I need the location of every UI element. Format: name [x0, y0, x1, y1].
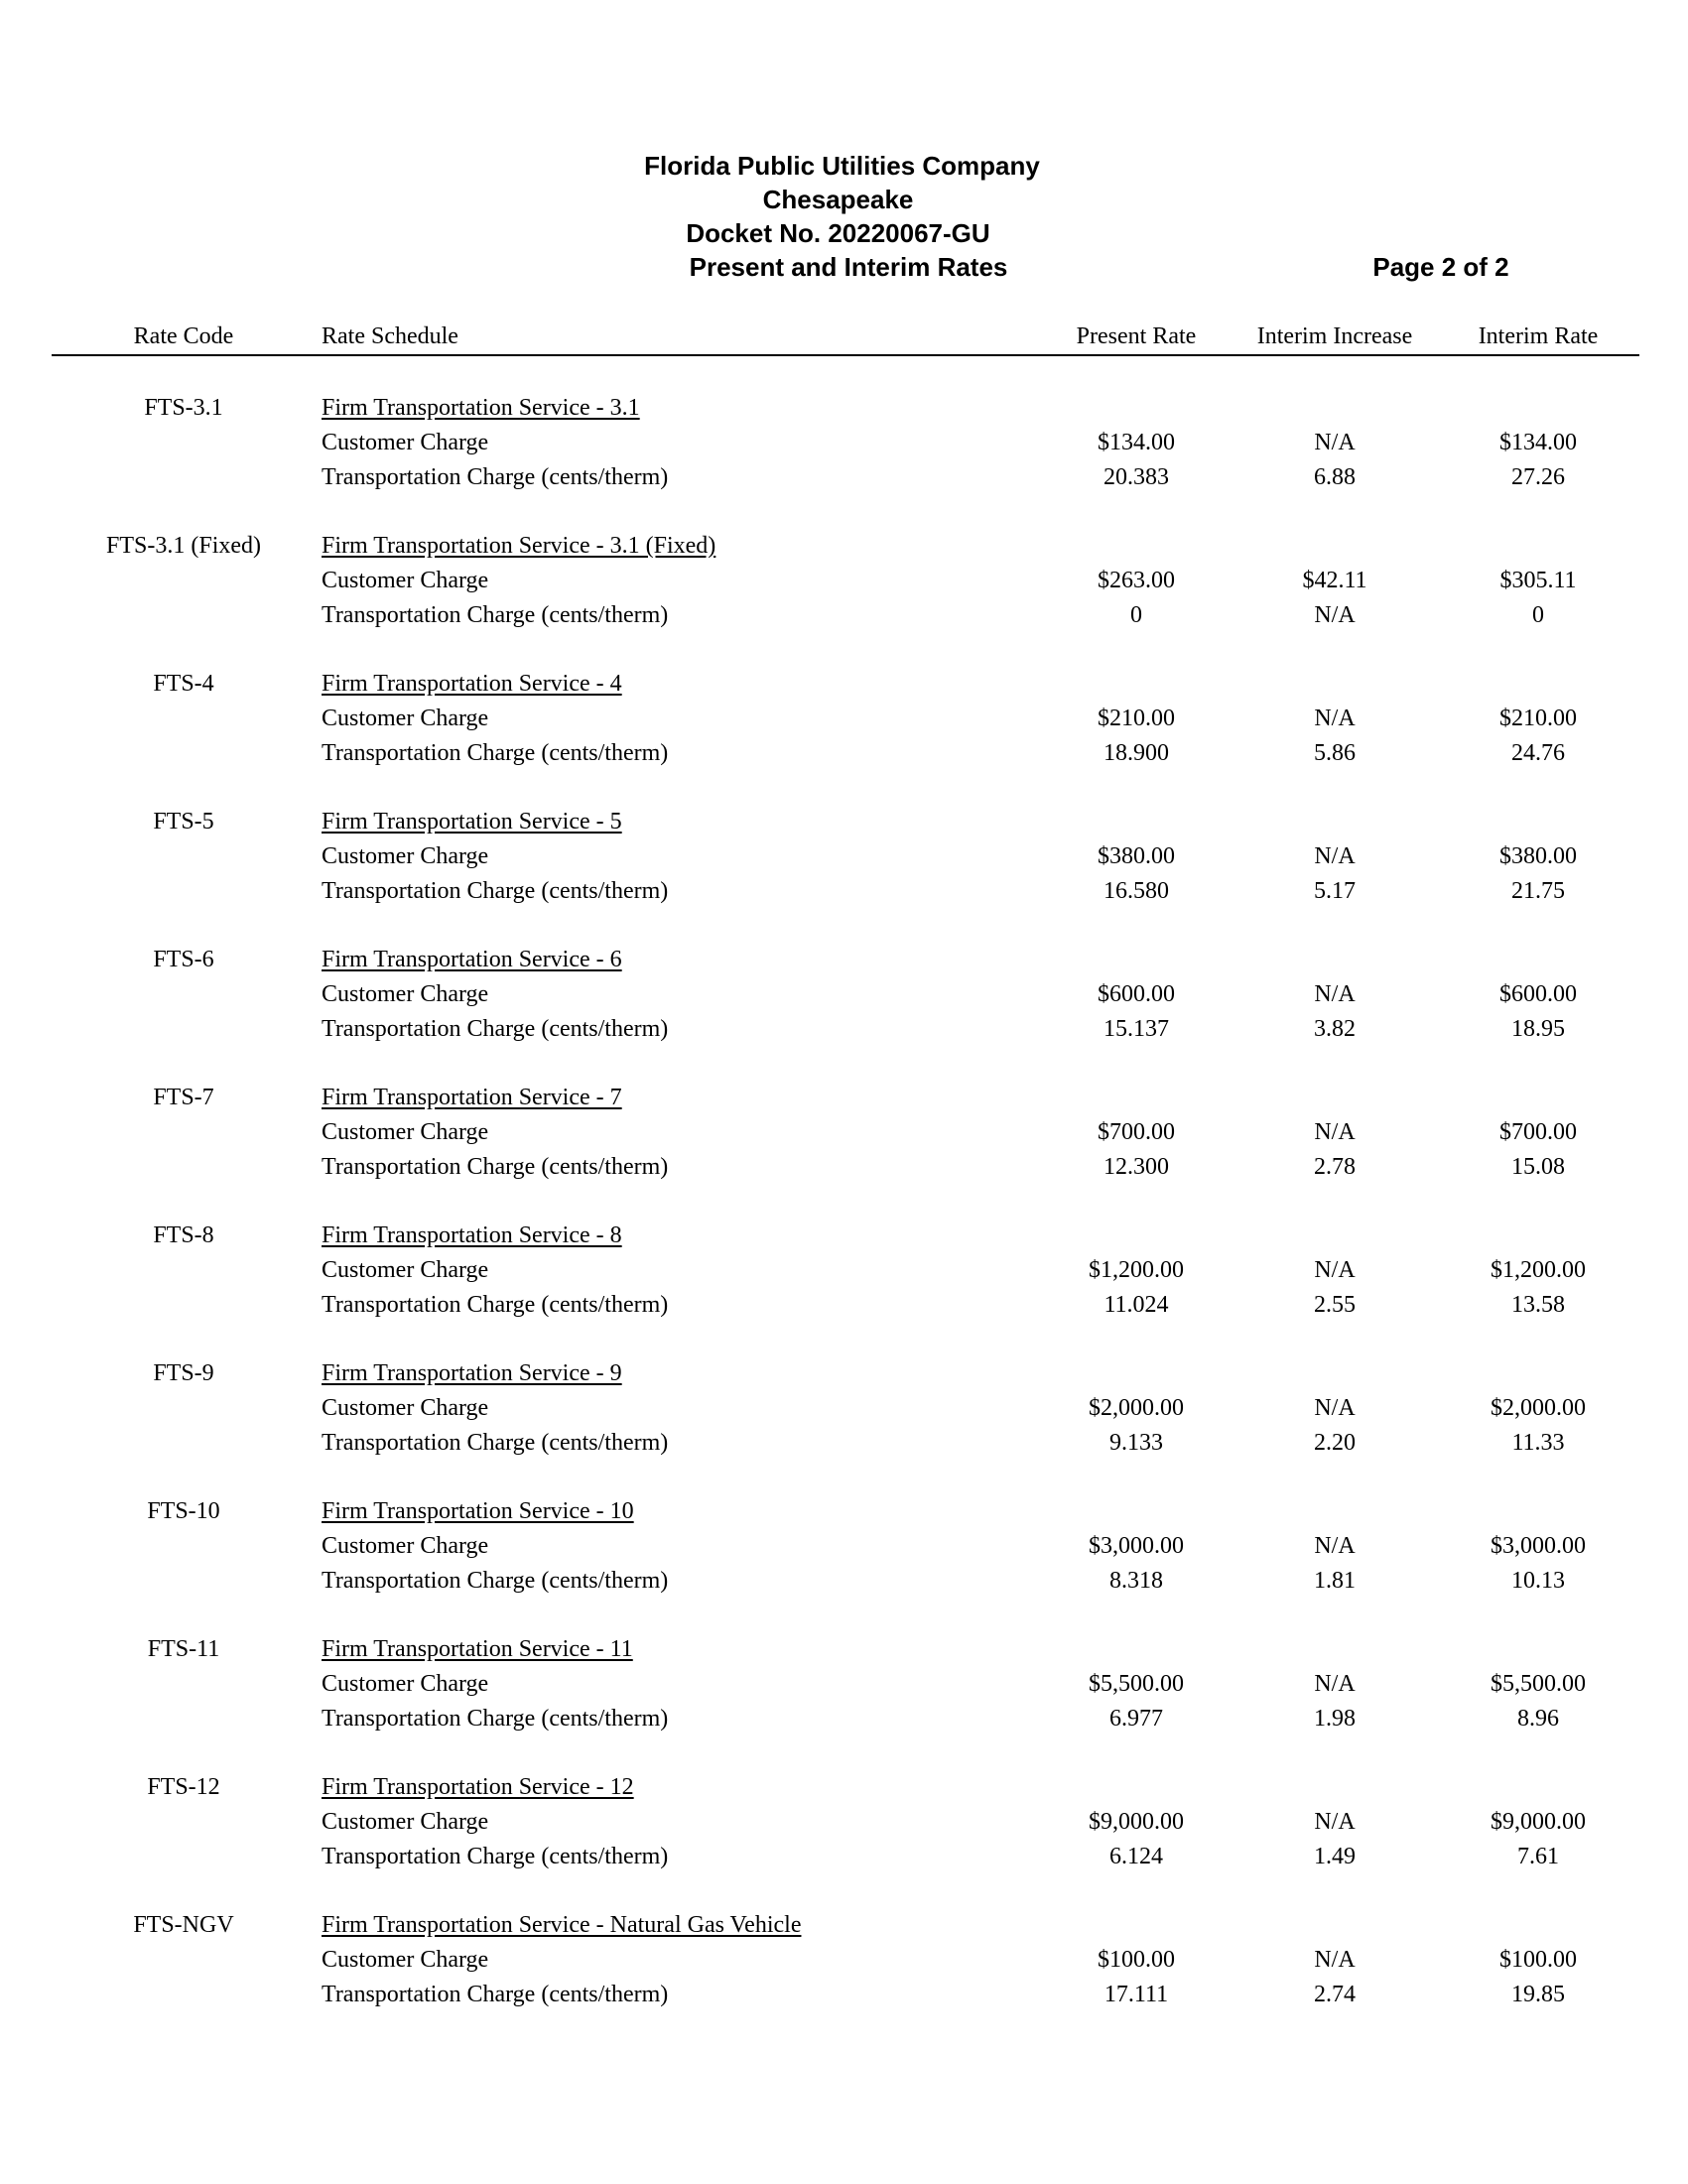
- charge-label: Transportation Charge (cents/therm): [322, 602, 669, 628]
- present-rate-value: 12.300: [1104, 1154, 1169, 1180]
- rate-code: FTS-3.1: [144, 395, 223, 421]
- charge-label: Transportation Charge (cents/therm): [322, 1430, 669, 1456]
- page-number: Page 2 of 2: [1372, 252, 1509, 282]
- interim-increase-value: 6.88: [1314, 464, 1356, 490]
- present-rate-value: $1,200.00: [1089, 1257, 1184, 1283]
- present-rate-value: $3,000.00: [1089, 1533, 1184, 1559]
- present-rate-value: 0: [1130, 602, 1142, 628]
- interim-increase-value: 1.49: [1314, 1844, 1356, 1869]
- present-rate-value: 11.024: [1104, 1292, 1169, 1318]
- interim-increase-value: N/A: [1314, 1671, 1356, 1697]
- rate-code: FTS-12: [147, 1774, 220, 1800]
- charge-label: Customer Charge: [322, 981, 489, 1007]
- interim-rate-value: $305.11: [1499, 568, 1577, 593]
- present-rate-value: 18.900: [1104, 740, 1169, 766]
- company-title: Florida Public Utilities Company: [644, 151, 1040, 181]
- rate-code: FTS-5: [153, 809, 214, 835]
- interim-increase-value: $42.11: [1302, 568, 1367, 593]
- present-rate-value: $600.00: [1098, 981, 1175, 1007]
- present-rate-value: $263.00: [1098, 568, 1175, 593]
- interim-rate-value: 19.85: [1511, 1982, 1565, 2007]
- rate-group: [0, 943, 1688, 1047]
- rate-group: [0, 805, 1688, 909]
- charge-label: Transportation Charge (cents/therm): [322, 1706, 669, 1732]
- rate-schedule-title: Firm Transportation Service - 3.1 (Fixed): [322, 533, 716, 559]
- interim-rate-value: 13.58: [1511, 1292, 1565, 1318]
- charge-label: Transportation Charge (cents/therm): [322, 1292, 669, 1318]
- interim-increase-value: N/A: [1314, 706, 1356, 731]
- present-rate-value: $9,000.00: [1089, 1809, 1184, 1835]
- rate-group: [0, 1632, 1688, 1736]
- interim-rate-value: 0: [1532, 602, 1544, 628]
- subsidiary-name: Chesapeake: [762, 185, 914, 214]
- interim-rate-value: 15.08: [1511, 1154, 1565, 1180]
- interim-rate-value: $210.00: [1499, 706, 1577, 731]
- present-rate-value: 20.383: [1104, 464, 1169, 490]
- interim-increase-value: 5.17: [1314, 878, 1356, 904]
- interim-increase-value: N/A: [1314, 602, 1356, 628]
- rate-group: [0, 1494, 1688, 1599]
- interim-rate-value: 24.76: [1511, 740, 1565, 766]
- column-header-rate-code: Rate Code: [133, 323, 234, 349]
- charge-label: Transportation Charge (cents/therm): [322, 464, 669, 490]
- present-rate-value: $134.00: [1098, 430, 1175, 455]
- interim-rate-value: $380.00: [1499, 843, 1577, 869]
- interim-rate-value: $600.00: [1499, 981, 1577, 1007]
- charge-label: Customer Charge: [322, 1395, 489, 1421]
- rate-group: [0, 529, 1688, 633]
- interim-rate-value: $9,000.00: [1491, 1809, 1586, 1835]
- column-header-interim-increase: Interim Increase: [1256, 323, 1413, 349]
- rate-group: [0, 1081, 1688, 1185]
- charge-label: Customer Charge: [322, 706, 489, 731]
- present-rate-value: 16.580: [1104, 878, 1169, 904]
- interim-increase-value: 2.20: [1314, 1430, 1356, 1456]
- present-rate-value: 9.133: [1109, 1430, 1163, 1456]
- interim-rate-value: 18.95: [1511, 1016, 1565, 1042]
- interim-rate-value: $5,500.00: [1491, 1671, 1586, 1697]
- present-rate-value: $2,000.00: [1089, 1395, 1184, 1421]
- charge-label: Transportation Charge (cents/therm): [322, 1568, 669, 1594]
- interim-rate-value: $700.00: [1499, 1119, 1577, 1145]
- interim-increase-value: N/A: [1314, 1947, 1356, 1973]
- charge-label: Transportation Charge (cents/therm): [322, 740, 669, 766]
- document-subtitle: Present and Interim Rates: [689, 252, 1008, 282]
- rate-group: [0, 391, 1688, 495]
- rate-schedule-title: Firm Transportation Service - 6: [322, 947, 622, 972]
- present-rate-value: $700.00: [1098, 1119, 1175, 1145]
- interim-rate-value: $2,000.00: [1491, 1395, 1586, 1421]
- rate-schedule-title: Firm Transportation Service - Natural Gas Vehicle: [322, 1912, 802, 1938]
- present-rate-value: 6.977: [1109, 1706, 1163, 1732]
- present-rate-value: $100.00: [1098, 1947, 1175, 1973]
- rate-code: FTS-10: [147, 1498, 220, 1524]
- interim-increase-value: N/A: [1314, 1119, 1356, 1145]
- interim-increase-value: 3.82: [1314, 1016, 1356, 1042]
- charge-label: Customer Charge: [322, 1671, 489, 1697]
- rate-code: FTS-11: [147, 1636, 220, 1662]
- charge-label: Customer Charge: [322, 1947, 489, 1973]
- interim-increase-value: N/A: [1314, 1533, 1356, 1559]
- interim-increase-value: N/A: [1314, 1395, 1356, 1421]
- interim-increase-value: 2.78: [1314, 1154, 1356, 1180]
- interim-increase-value: N/A: [1314, 1257, 1356, 1283]
- interim-rate-value: $1,200.00: [1491, 1257, 1586, 1283]
- rate-group: [0, 1770, 1688, 1874]
- rate-schedule-title: Firm Transportation Service - 8: [322, 1222, 622, 1248]
- charge-label: Transportation Charge (cents/therm): [322, 1154, 669, 1180]
- charge-label: Customer Charge: [322, 430, 489, 455]
- interim-increase-value: N/A: [1314, 981, 1356, 1007]
- interim-rate-value: $134.00: [1499, 430, 1577, 455]
- rate-code: FTS-4: [153, 671, 214, 697]
- present-rate-value: 8.318: [1109, 1568, 1163, 1594]
- rate-code: FTS-8: [153, 1222, 214, 1248]
- rate-code: FTS-6: [153, 947, 214, 972]
- charge-label: Transportation Charge (cents/therm): [322, 1982, 669, 2007]
- rate-group: [0, 1356, 1688, 1461]
- present-rate-value: 15.137: [1104, 1016, 1169, 1042]
- charge-label: Transportation Charge (cents/therm): [322, 878, 669, 904]
- rate-schedule-title: Firm Transportation Service - 12: [322, 1774, 634, 1800]
- interim-increase-value: 5.86: [1314, 740, 1356, 766]
- charge-label: Transportation Charge (cents/therm): [322, 1016, 669, 1042]
- charge-label: Customer Charge: [322, 1119, 489, 1145]
- interim-increase-value: 2.74: [1314, 1982, 1356, 2007]
- present-rate-value: 17.111: [1104, 1982, 1169, 2007]
- present-rate-value: 6.124: [1109, 1844, 1163, 1869]
- present-rate-value: $210.00: [1098, 706, 1175, 731]
- docket-number: Docket No. 20220067-GU: [686, 218, 990, 248]
- interim-increase-value: N/A: [1314, 1809, 1356, 1835]
- interim-rate-value: 10.13: [1511, 1568, 1565, 1594]
- rate-group: [0, 1219, 1688, 1323]
- charge-label: Customer Charge: [322, 568, 489, 593]
- interim-rate-value: $3,000.00: [1491, 1533, 1586, 1559]
- charge-label: Customer Charge: [322, 1533, 489, 1559]
- rate-schedule-title: Firm Transportation Service - 3.1: [322, 395, 640, 421]
- charge-label: Customer Charge: [322, 1257, 489, 1283]
- column-header-present-rate: Present Rate: [1076, 323, 1197, 349]
- interim-rate-value: 11.33: [1511, 1430, 1565, 1456]
- present-rate-value: $380.00: [1098, 843, 1175, 869]
- charge-label: Customer Charge: [322, 843, 489, 869]
- rate-code: FTS-9: [153, 1360, 214, 1386]
- rate-code: FTS-NGV: [133, 1912, 234, 1938]
- interim-rate-value: 27.26: [1511, 464, 1565, 490]
- column-header-rate-schedule: Rate Schedule: [322, 323, 458, 349]
- interim-increase-value: N/A: [1314, 430, 1356, 455]
- charge-label: Transportation Charge (cents/therm): [322, 1844, 669, 1869]
- interim-rate-value: 7.61: [1517, 1844, 1559, 1869]
- rate-schedule-title: Firm Transportation Service - 9: [322, 1360, 622, 1386]
- rate-schedule-title: Firm Transportation Service - 11: [322, 1636, 633, 1662]
- interim-increase-value: 1.98: [1314, 1706, 1356, 1732]
- interim-increase-value: 2.55: [1314, 1292, 1356, 1318]
- interim-rate-value: 8.96: [1517, 1706, 1559, 1732]
- rate-code: FTS-3.1 (Fixed): [106, 533, 261, 559]
- interim-increase-value: 1.81: [1314, 1568, 1356, 1594]
- rate-code: FTS-7: [153, 1085, 214, 1110]
- rate-schedule-title: Firm Transportation Service - 7: [322, 1085, 622, 1110]
- header-divider: [52, 354, 1639, 356]
- rate-schedule-title: Firm Transportation Service - 5: [322, 809, 622, 835]
- rate-group: [0, 1908, 1688, 2012]
- rate-group: [0, 667, 1688, 771]
- interim-rate-value: $100.00: [1499, 1947, 1577, 1973]
- rate-schedule-title: Firm Transportation Service - 4: [322, 671, 622, 697]
- interim-rate-value: 21.75: [1511, 878, 1565, 904]
- charge-label: Customer Charge: [322, 1809, 489, 1835]
- present-rate-value: $5,500.00: [1089, 1671, 1184, 1697]
- interim-increase-value: N/A: [1314, 843, 1356, 869]
- rate-schedule-title: Firm Transportation Service - 10: [322, 1498, 634, 1524]
- column-header-interim-rate: Interim Rate: [1478, 323, 1599, 349]
